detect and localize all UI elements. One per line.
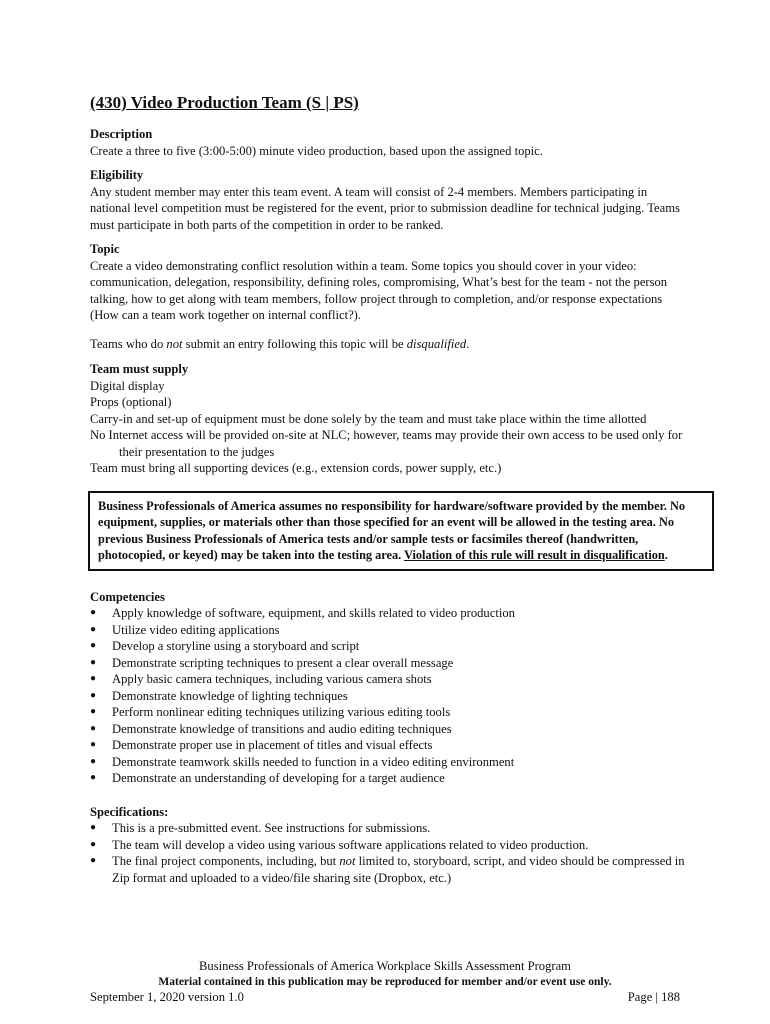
- topic-warning: Teams who do not submit an entry following this topic will be disqualified.: [90, 336, 470, 351]
- specifications-heading: Specifications:: [90, 804, 169, 819]
- page-title: (430) Video Production Team (S | PS): [90, 93, 359, 112]
- document-body: [90, 92, 690, 886]
- list-item: ● Demonstrate knowledge of lighting techniques: [90, 688, 690, 705]
- footer-date: September 1, 2020 version 1.0: [90, 990, 244, 1004]
- list-item: ● Utilize video editing applications: [90, 622, 690, 639]
- list-item: ● The team will develop a video using various software applications related to video production.: [90, 837, 690, 854]
- supply-item: No Internet access will be provided on-site at NLC; however, teams may provide their own access to be used only for their presentation to the judges: [90, 428, 683, 459]
- description-text: Create a three to five (3:00-5:00) minute video production, based upon the assigned topic.: [90, 143, 543, 158]
- competencies-list: [90, 605, 690, 787]
- list-item: ● Demonstrate proper use in placement of titles and visual effects: [90, 737, 690, 754]
- list-item: ● The final project components, including, but not limited to, storyboard, script, and video should be compressed in Zip format and uploaded to a video/file sharing site (Dropbox, etc.): [90, 853, 690, 886]
- supply-item: Props (optional): [90, 395, 172, 409]
- eligibility-text: Any student member may enter this team event. A team will consist of 2-4 members. Members participating in national level competition must be registered for the event, prior to submission deadline for technical judging. Teams must participate in both parts of the competition in order to be ranked.: [90, 184, 680, 232]
- list-item: ● This is a pre-submitted event. See instructions for submissions.: [90, 820, 690, 837]
- topic-heading: Topic: [90, 242, 120, 256]
- list-item: ● Apply basic camera techniques, including various camera shots: [90, 671, 690, 688]
- list-item: ● Demonstrate an understanding of developing for a target audience: [90, 770, 690, 787]
- supply-item: Team must bring all supporting devices (e.g., extension cords, power supply, etc.): [90, 461, 502, 475]
- list-item: ● Perform nonlinear editing techniques utilizing various editing tools: [90, 704, 690, 721]
- supply-heading: Team must supply: [90, 362, 189, 376]
- specifications-list: [90, 820, 690, 886]
- disqualification-warning: Violation of this rule will result in disqualification: [404, 548, 665, 562]
- topic-text: Create a video demonstrating conflict resolution within a team. Some topics you should cover in your video: communication, delegation, responsibility, defining roles, compromising, What’s best for the team - not the person talking, how to get along with team members, follow project through to completion, and/or response expectations (How can a team work together on internal conflict?).: [90, 258, 668, 322]
- supply-item: Digital display: [90, 378, 165, 393]
- supply-item: Carry-in and set-up of equipment must be done solely by the team and must take place within the time allotted: [90, 411, 647, 426]
- list-item: ● Demonstrate knowledge of transitions and audio editing techniques: [90, 721, 690, 738]
- list-item: ● Develop a storyline using a storyboard and script: [90, 638, 690, 655]
- page-footer: [90, 958, 680, 990]
- footer-program: Business Professionals of America Workplace Skills Assessment Program: [199, 959, 571, 973]
- description-heading: Description: [90, 127, 153, 141]
- eligibility-heading: Eligibility: [90, 168, 144, 182]
- disclaimer-box: Business Professionals of America assumes no responsibility for hardware/software provided by the member. No equipment, supplies, or materials other than those specified for an event will be allowed in the testing area. No previous Business Professionals of America tests and/or sample tests or facsimiles thereof (handwritten, photocopied, or keyed) may be taken into the testing area. Violation of this rule will result in disqualification.: [88, 491, 714, 571]
- competencies-heading: Competencies: [90, 589, 165, 604]
- list-item: ● Apply knowledge of software, equipment, and skills related to video production: [90, 605, 690, 622]
- list-item: ● Demonstrate scripting techniques to present a clear overall message: [90, 655, 690, 672]
- footer-notice: Material contained in this publication may be reproduced for member and/or event use only.: [158, 976, 612, 988]
- list-item: ● Demonstrate teamwork skills needed to function in a video editing environment: [90, 754, 690, 771]
- footer-line: [90, 990, 680, 1005]
- page-number: Page | 188: [627, 990, 680, 1004]
